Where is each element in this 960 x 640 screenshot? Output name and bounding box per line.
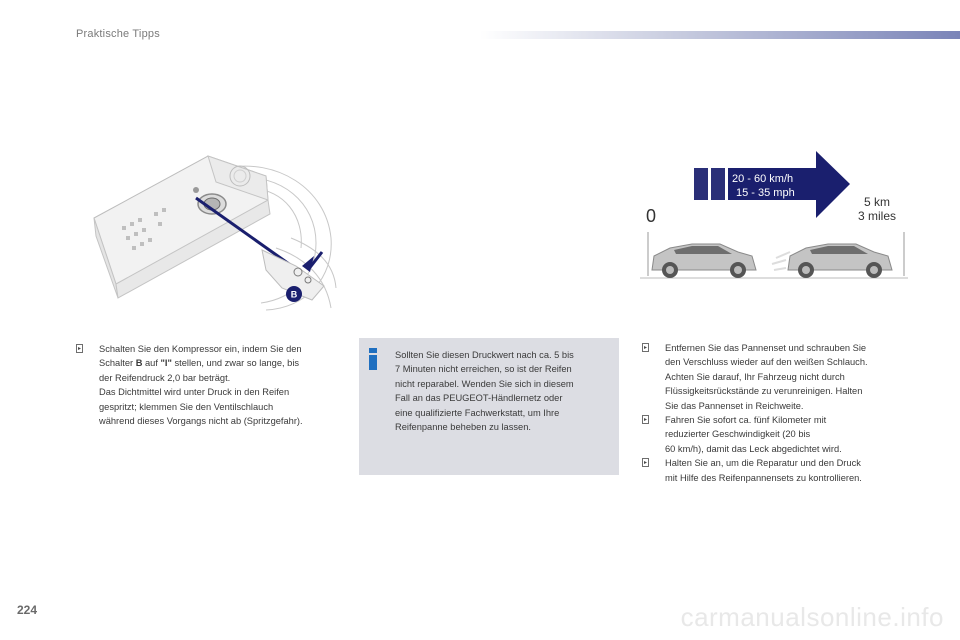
instruction-line: der Reifendruck 2,0 bar beträgt. [99,372,231,383]
car-moving [772,244,892,278]
info-icon [369,348,377,370]
header-gradient-bar [480,31,960,39]
info-box [359,338,619,475]
info-text: Sollten Sie diesen Druckwert nach ca. 5 bis 7 Minuten nicht erreichen, so ist der Reifen nicht reparabel. Wenden Sie sich in diesem Fall an das PEUGEOT-Händlernetz oder eine qualifizierte Fachwerkstatt, um Ihre Reifenpanne beheben zu lassen. [395,350,574,433]
square-arrow-bullet-icon [642,458,649,467]
instruction-item: Entfernen Sie das Pannenset und schrauben Sie den Verschluss wieder auf den weißen Schlauch. Achten Sie darauf, Ihr Fahrzeug nicht durch Flüssigkeitsrückstände zu verunreinigen. Halten Sie das Pannenset in Reichweite. [642,341,910,413]
instruction-line: gespritzt; klemmen Sie den Ventilschlauch [99,401,274,412]
car-start [652,244,756,278]
square-arrow-bullet-icon [642,415,649,424]
start-distance-label: 0 [646,206,657,226]
switch-b-label: B [290,289,298,300]
instruction-item: Fahren Sie sofort ca. fünf Kilometer mit reduzierter Geschwindigkeit (20 bis 60 km/h), damit das Leck abgedichtet wird. [642,413,910,456]
instruction-item [76,342,346,428]
instruction-line: Das Dichtmittel wird unter Druck in den Reifen [99,387,290,398]
square-arrow-bullet-icon [76,344,83,353]
instruction-column-right [642,341,910,485]
page-header-title: Praktische Tipps [76,28,160,40]
drive-speed-illustration [640,148,908,284]
switch-position-ref: "I" [160,358,172,369]
instruction-line: Schalten Sie den Kompressor ein, indem Sie den [99,344,302,354]
distance-miles-label: 3 miles [858,209,897,223]
instruction-item: Halten Sie an, um die Reparatur und den Druck mit Hilfe des Reifenpannensets zu kontrollieren. [642,456,910,485]
speed-kmh-label: 20 - 60 km/h [732,173,794,185]
switch-b-ref: B [135,358,143,369]
speed-mph-label: 15 - 35 mph [736,187,795,199]
watermark: carmanualsonline.info [680,602,944,632]
page-number: 224 [17,603,38,617]
instruction-column-left [76,342,346,428]
distance-km-label: 5 km [864,195,891,209]
instruction-line: Schalter B auf "I" stellen, und zwar so lange, bis [99,358,300,369]
instruction-line: während dieses Vorgangs nicht ab (Spritzgefahr). [99,416,303,427]
square-arrow-bullet-icon [642,343,649,352]
compressor-illustration [76,148,338,312]
